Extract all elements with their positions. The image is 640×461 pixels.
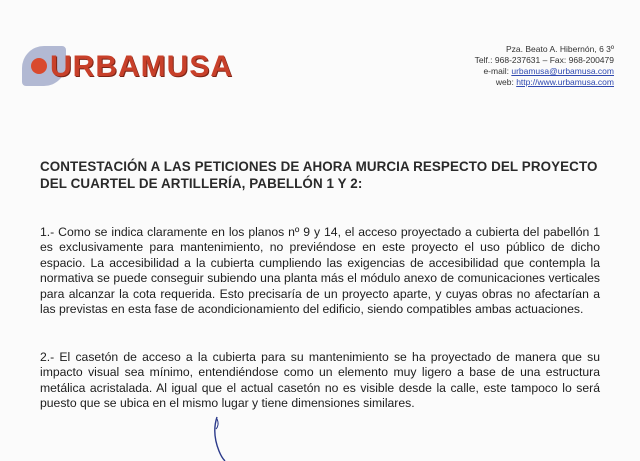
logo-wordmark: URBAMUSA	[50, 50, 233, 83]
contact-web-link[interactable]: http://www.urbamusa.com	[516, 77, 614, 87]
contact-web-label: web:	[495, 77, 514, 87]
contact-block	[354, 44, 614, 88]
paragraph-2: 2.- El casetón de acceso a la cubierta para su mantenimiento se ha proyectado de manera que su impacto visual sea mínimo, entendiéndose como un elemento muy ligero a base de una estructura metálica acristalada. Al igual que el actual casetón no es visible desde la calle, este tampoco lo será puesto que se ubica en el mismo lugar y tiene dimensiones similares.	[40, 350, 600, 411]
paragraph-1: 1.- Como se indica claramente en los planos nº 9 y 14, el acceso proyectado a cubierta del pabellón 1 es exclusivamente para mantenimiento, no previéndose en este proyecto el uso público de dicho espacio. La accesibilidad a la cubierta cumpliendo las exigencias de accesibilidad que contempla la normativa se puede conseguir subiendo una planta más el módulo anexo de comunicaciones verticales para alcanzar la cota requerida. Esto precisaría de un proyecto aparte, y cuyas obras no afectarían a las previstas en esta fase de acondicionamiento del edificio, siendo compatibles ambas actuaciones.	[40, 225, 600, 317]
contact-email-link[interactable]: urbamusa@urbamusa.com	[511, 66, 614, 76]
contact-web-line	[354, 77, 614, 88]
document-title: CONTESTACIÓN A LAS PETICIONES DE AHORA MURCIA RESPECTO DEL PROYECTO DEL CUARTEL DE ARTILLERÍA, PABELLÓN 1 Y 2:	[40, 159, 598, 191]
contact-email-label: e-mail:	[483, 66, 509, 76]
company-logo	[22, 44, 252, 88]
signature-stroke-icon	[205, 415, 235, 461]
contact-email-line	[354, 66, 614, 77]
contact-phone-fax: Telf.: 968-237631 – Fax: 968-200479	[474, 55, 614, 65]
logo-dot-icon	[31, 58, 47, 74]
contact-address: Pza. Beato A. Hibernón, 6 3º	[505, 44, 614, 54]
